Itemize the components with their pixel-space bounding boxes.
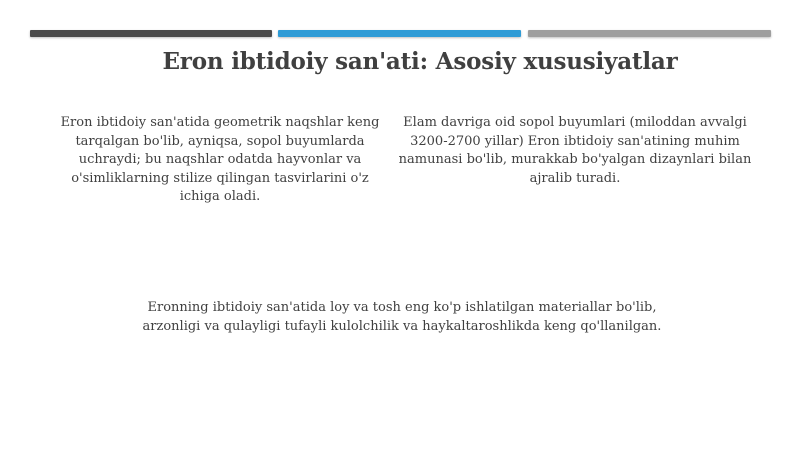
- accent-bar-blue: [278, 30, 521, 37]
- accent-bar-dark: [30, 30, 272, 37]
- paragraph-bottom: Eronning ibtidoiy san'atida loy va tosh eng ko'p ishlatilgan materiallar bo'lib, arzonligi va qulayligi tufayli kulolchilik va haykaltaroshlikda keng qo'llanilgan.: [142, 300, 662, 334]
- accent-bar-gray: [528, 30, 771, 37]
- paragraph-left: Eron ibtidoiy san'atida geometrik naqshlar keng tarqalgan bo'lib, ayniqsa, sopol buyumlarda uchraydi; bu naqshlar odatda hayvonlar va o'simliklarning stilize qilingan tasvirlarini o'z ichiga oladi.: [60, 115, 380, 204]
- slide-title: Eron ibtidoiy san'ati: Asosiy xususiyatlar: [162, 48, 678, 75]
- paragraph-right: Elam davriga oid sopol buyumlari (miloddan avvalgi 3200-2700 yillar) Eron ibtidoiy san'atining muhim namunasi bo'lib, murakkab bo'yalgan dizaynlari bilan ajralib turadi.: [398, 115, 752, 186]
